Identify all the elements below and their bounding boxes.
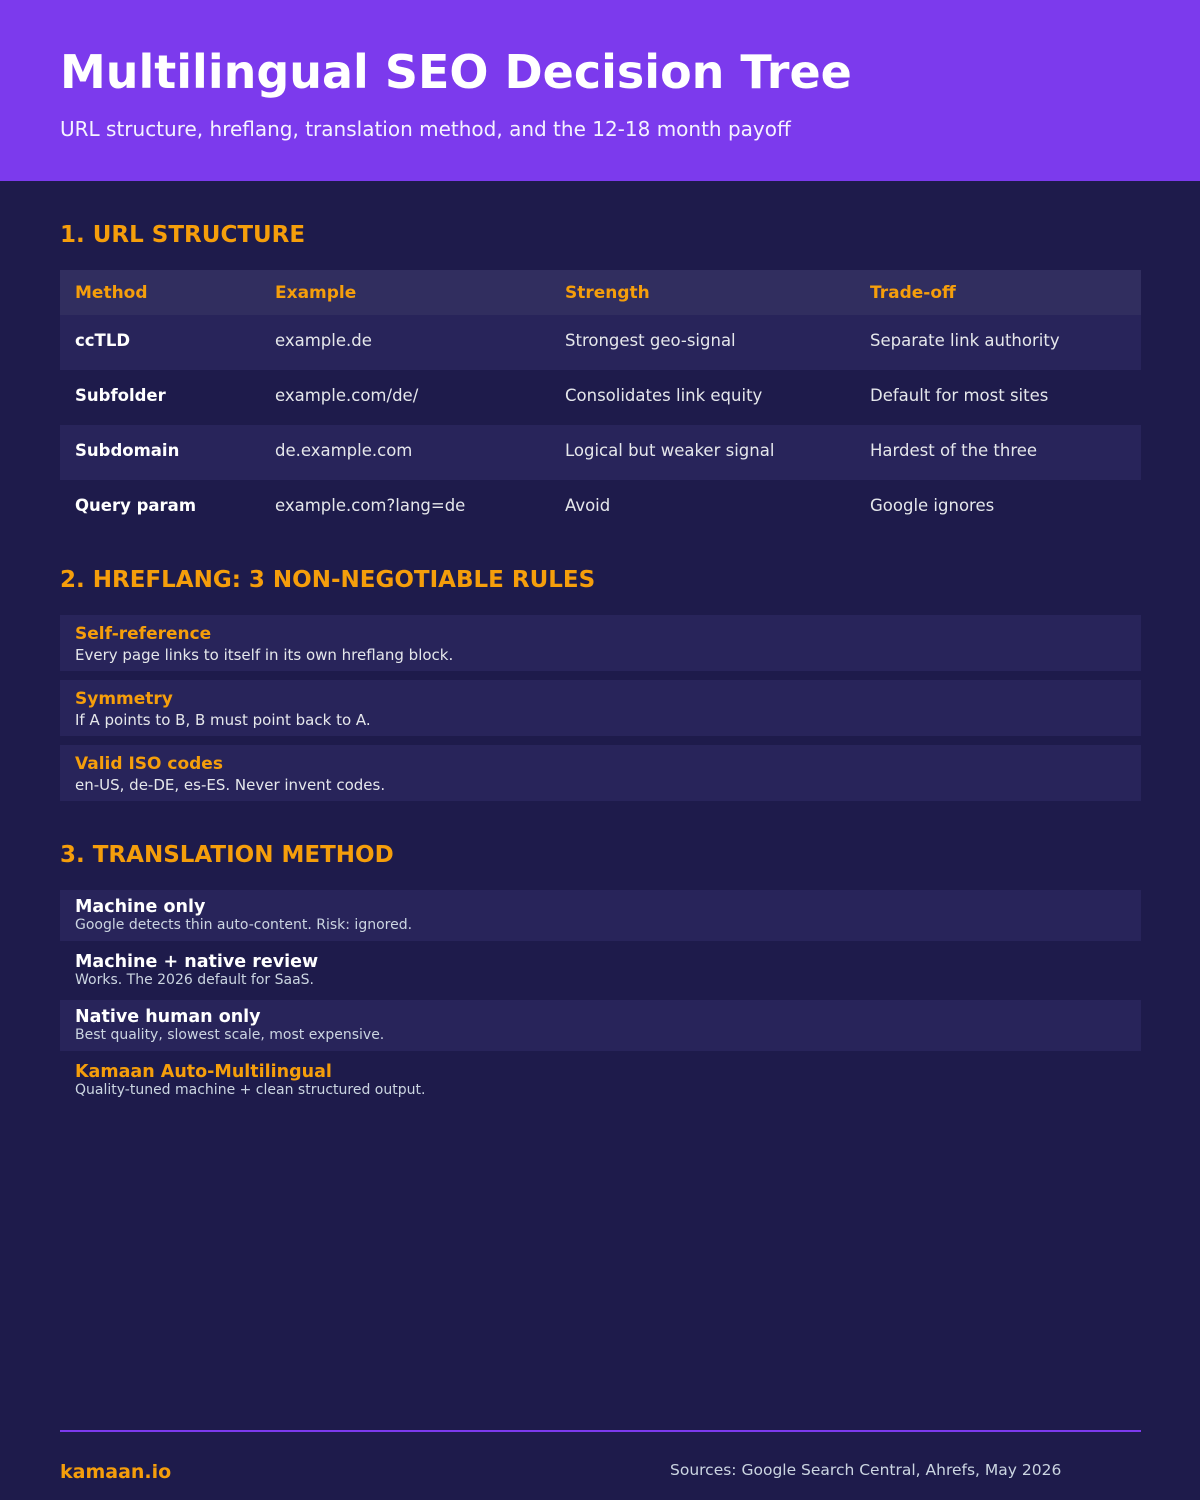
- table-header-row: [60, 270, 1141, 315]
- method-title: Kamaan Auto-Multilingual: [75, 1062, 332, 1082]
- table-row: [60, 425, 1141, 480]
- table-cell: Subfolder: [75, 385, 166, 405]
- translation-method-item: [60, 890, 1141, 941]
- table-cell: example.de: [275, 330, 372, 350]
- table-cell: Strongest geo-signal: [565, 330, 736, 350]
- table-cell: Hardest of the three: [870, 440, 1038, 460]
- footer-divider: [60, 1430, 1141, 1432]
- table-cell: Subdomain: [75, 440, 180, 460]
- section-heading-url-structure: 1. URL STRUCTURE: [60, 222, 306, 248]
- table-cell: ccTLD: [75, 330, 131, 350]
- hreflang-rule-card: [60, 615, 1141, 671]
- translation-method-item: [60, 1000, 1141, 1051]
- table-cell: Query param: [75, 495, 197, 515]
- header-banner: [0, 0, 1200, 181]
- rule-description: If A points to B, B must point back to A.: [75, 711, 371, 729]
- method-description: Google detects thin auto-content. Risk: ignored.: [75, 917, 413, 933]
- column-header: Strength: [565, 282, 650, 303]
- table-cell: Avoid: [565, 495, 611, 515]
- url-structure-table: [60, 270, 1141, 535]
- method-description: Quality-tuned machine + clean structured output.: [75, 1082, 426, 1098]
- table-cell: example.com?lang=de: [275, 495, 466, 515]
- translation-method-item-highlighted: [60, 1055, 1141, 1106]
- column-header: Example: [275, 282, 357, 303]
- sources-note: Sources: Google Search Central, Ahrefs, May 2026: [670, 1461, 1062, 1479]
- method-title: Native human only: [75, 1007, 261, 1027]
- column-header: Trade-off: [870, 282, 956, 303]
- page-subtitle: URL structure, hreflang, translation method, and the 12-18 month payoff: [60, 117, 791, 141]
- rule-description: Every page links to itself in its own hreflang block.: [75, 646, 454, 664]
- column-header: Method: [75, 282, 148, 303]
- rule-description: en-US, de-DE, es-ES. Never invent codes.: [75, 776, 386, 794]
- method-description: Works. The 2026 default for SaaS.: [75, 972, 315, 988]
- hreflang-rule-card: [60, 680, 1141, 736]
- section-heading-hreflang: 2. HREFLANG: 3 NON-NEGOTIABLE RULES: [60, 567, 596, 593]
- page-title: Multilingual SEO Decision Tree: [60, 45, 852, 99]
- hreflang-rule-card: [60, 745, 1141, 801]
- table-row: [60, 480, 1141, 535]
- rule-title: Symmetry: [75, 689, 173, 709]
- method-title: Machine only: [75, 897, 206, 917]
- table-cell: Default for most sites: [870, 385, 1049, 405]
- table-cell: Google ignores: [870, 495, 995, 515]
- brand-link[interactable]: kamaan.io: [60, 1461, 172, 1483]
- method-title: Machine + native review: [75, 952, 319, 972]
- table-row: [60, 315, 1141, 370]
- table-cell: Consolidates link equity: [565, 385, 763, 405]
- table-cell: Separate link authority: [870, 330, 1060, 350]
- translation-method-item: [60, 945, 1141, 996]
- method-description: Best quality, slowest scale, most expensive.: [75, 1027, 385, 1043]
- rule-title: Self-reference: [75, 624, 212, 644]
- table-cell: example.com/de/: [275, 385, 419, 405]
- table-row: [60, 370, 1141, 425]
- section-heading-translation: 3. TRANSLATION METHOD: [60, 842, 394, 868]
- table-cell: Logical but weaker signal: [565, 440, 775, 460]
- rule-title: Valid ISO codes: [75, 754, 223, 774]
- table-cell: de.example.com: [275, 440, 413, 460]
